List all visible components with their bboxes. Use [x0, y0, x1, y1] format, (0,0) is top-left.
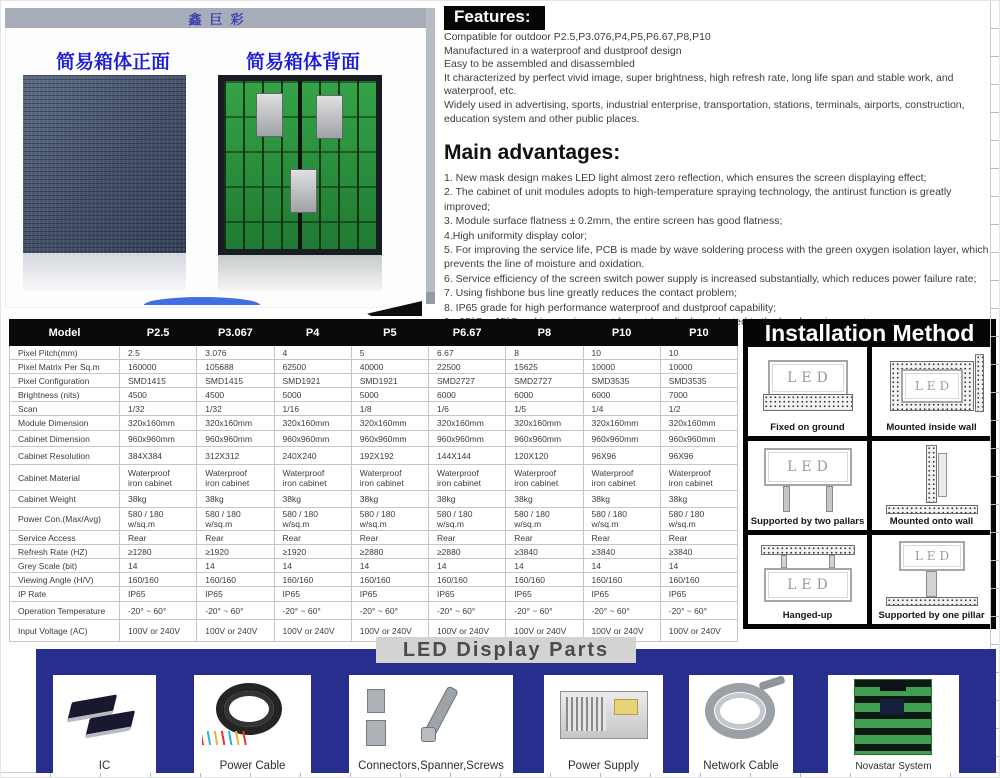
spec-cell: 1/5	[506, 402, 583, 416]
spec-cell: 100V or 240V	[274, 620, 351, 642]
spec-row-label: Cabinet Resolution	[10, 447, 120, 465]
spec-cell: SMD1921	[274, 374, 351, 388]
support-pillars	[783, 486, 833, 512]
spec-row-label: Pixel Pitch(mm)	[10, 346, 120, 360]
spec-cell: IP65	[660, 587, 737, 602]
spec-row	[10, 545, 738, 559]
spec-row-label: Grey Scale (bit)	[10, 559, 120, 573]
spec-table	[9, 319, 738, 642]
cabinet-front-reflection	[23, 253, 186, 291]
installation-label: Fixed on ground	[770, 422, 845, 433]
spec-cell: 14	[583, 559, 660, 573]
spec-cell: -20° ~ 60°	[197, 602, 274, 620]
spec-cell: 14	[120, 559, 197, 573]
spec-cell: SMD1415	[197, 374, 274, 388]
spec-cell: 14	[197, 559, 274, 573]
spec-cell: 960x960mm	[506, 431, 583, 447]
advantages-title: Main advantages:	[444, 141, 621, 164]
spec-row	[10, 587, 738, 602]
spec-cell: 580 / 180 w/sq.m	[660, 508, 737, 531]
spec-cell: -20° ~ 60°	[429, 602, 506, 620]
spec-cell: 2.5	[120, 346, 197, 360]
installation-diagram-ground	[749, 351, 866, 420]
spec-row-label: Cabinet Material	[10, 465, 120, 491]
installation-diagram-onto-wall	[873, 445, 990, 514]
advantage-item: 3. Module surface flatness ± 0.2mm, the entire screen has good flatness;	[444, 215, 783, 228]
spec-cell: 100V or 240V	[429, 620, 506, 642]
advantage-item: 6. Service efficiency of the screen switch power supply is increased substantially, which reduces power failure rate;	[444, 272, 977, 285]
installation-diagram-hanged	[749, 539, 866, 608]
spec-cell: 160000	[120, 360, 197, 374]
spec-row	[10, 508, 738, 531]
spec-cell: ≥1920	[274, 545, 351, 559]
installation-cell-one-pillar	[872, 535, 991, 624]
support-pillar	[926, 571, 937, 597]
ic-photo	[53, 675, 156, 760]
spec-cell: IP65	[583, 587, 660, 602]
part-label: Network Cable	[703, 760, 779, 772]
spec-cell: 5000	[274, 388, 351, 402]
spec-cell: 1/4	[583, 402, 660, 416]
spec-row-label: Operation Temperature	[10, 602, 120, 620]
spec-cell: 40000	[351, 360, 428, 374]
spec-cell: 62500	[274, 360, 351, 374]
led-sign: LED	[768, 360, 848, 396]
spec-cell: 6000	[429, 388, 506, 402]
spec-cell: ≥1280	[120, 545, 197, 559]
feature-line: Widely used in advertising, sports, industrial enterprise, transportation, stations, terminals, airports, construction, education system and other public places.	[444, 98, 965, 125]
spec-cell: 1/16	[274, 402, 351, 416]
part-label: IC	[98, 760, 111, 772]
spec-cell: 960x960mm	[660, 431, 737, 447]
spec-cell: 580 / 180 w/sq.m	[274, 508, 351, 531]
spec-row	[10, 465, 738, 491]
spec-cell: IP65	[120, 587, 197, 602]
ceiling-hatch	[761, 545, 855, 555]
spec-cell: 38kg	[506, 491, 583, 508]
spec-cell: 14	[429, 559, 506, 573]
spec-row	[10, 602, 738, 620]
spec-cell: 320x160mm	[660, 416, 737, 431]
spec-cell: Rear	[429, 531, 506, 545]
part-label: Connectors,Spanner,Screws	[358, 760, 504, 772]
spec-row-label: Brightness (nits)	[10, 388, 120, 402]
spec-cell: 100V or 240V	[351, 620, 428, 642]
installation-diagram-two-pillars	[749, 445, 866, 514]
spec-cell: 14	[274, 559, 351, 573]
spec-row-label: Service Access	[10, 531, 120, 545]
spec-cell: 10	[583, 346, 660, 360]
power-supply-box	[316, 95, 343, 139]
spec-cell: 10	[660, 346, 737, 360]
spec-cell: 320x160mm	[429, 416, 506, 431]
spec-cell: 580 / 180 w/sq.m	[120, 508, 197, 531]
spec-column-header: Model	[10, 320, 120, 346]
part-card-network-cable	[689, 675, 793, 773]
spec-cell: 14	[351, 559, 428, 573]
spec-cell: 580 / 180 w/sq.m	[197, 508, 274, 531]
led-sign: LED	[901, 369, 963, 403]
cabinet-front-label: 简易箱体正面	[55, 52, 170, 73]
spec-cell: Rear	[120, 531, 197, 545]
spec-cell: 160/160	[429, 573, 506, 587]
spec-row	[10, 447, 738, 465]
part-card-novastar	[828, 675, 959, 773]
cabinet-front-photo	[23, 75, 186, 253]
spec-cell: IP65	[197, 587, 274, 602]
spec-row	[10, 402, 738, 416]
spec-cell: SMD3535	[583, 374, 660, 388]
spec-cell: ≥2880	[351, 545, 428, 559]
feature-line: Manufactured in a waterproof and dustproof design	[444, 44, 682, 57]
spec-row-label: Pixel Configuration	[10, 374, 120, 388]
spec-cell: 4500	[197, 388, 274, 402]
spec-cell: IP65	[274, 587, 351, 602]
spec-cell: -20° ~ 60°	[274, 602, 351, 620]
led-sign: LED	[764, 568, 852, 602]
spec-cell: 320x160mm	[583, 416, 660, 431]
spec-cell: 1/8	[351, 402, 428, 416]
spec-cell: IP65	[429, 587, 506, 602]
spec-cell: 192X192	[351, 447, 428, 465]
installation-cell-ground	[748, 347, 867, 436]
spec-cell: 960x960mm	[583, 431, 660, 447]
spec-cell: IP65	[351, 587, 428, 602]
spec-cell: ≥3840	[660, 545, 737, 559]
spec-cell: Waterproof iron cabinet	[583, 465, 660, 491]
spec-cell: 320x160mm	[274, 416, 351, 431]
spec-row-label: Input Voltage (AC)	[10, 620, 120, 642]
spec-cell: 100V or 240V	[660, 620, 737, 642]
spec-cell: 312X312	[197, 447, 274, 465]
spec-row	[10, 360, 738, 374]
spec-cell: 160/160	[274, 573, 351, 587]
spec-cell: 38kg	[660, 491, 737, 508]
spec-cell: Rear	[351, 531, 428, 545]
spec-row	[10, 559, 738, 573]
spec-row	[10, 374, 738, 388]
spec-cell: 38kg	[197, 491, 274, 508]
ground-hatch	[763, 394, 853, 411]
spec-cell: 105688	[197, 360, 274, 374]
spec-cell: 100V or 240V	[506, 620, 583, 642]
installation-diagram-one-pillar	[873, 539, 990, 608]
spec-cell: Rear	[583, 531, 660, 545]
spec-cell: 3.076	[197, 346, 274, 360]
spec-cell: Waterproof iron cabinet	[197, 465, 274, 491]
installation-cell-inside-wall	[872, 347, 991, 436]
spec-column-header: P8	[506, 320, 583, 346]
spec-row	[10, 416, 738, 431]
spec-row	[10, 431, 738, 447]
spec-cell: 14	[660, 559, 737, 573]
led-sign: LED	[899, 541, 965, 571]
spec-cell: -20° ~ 60°	[583, 602, 660, 620]
part-card-power-cable	[194, 675, 311, 773]
spec-row-label: Power Con.(Max/Avg)	[10, 508, 120, 531]
spec-column-header: P2.5	[120, 320, 197, 346]
spec-cell: 960x960mm	[274, 431, 351, 447]
spec-column-header: P3.067	[197, 320, 274, 346]
spec-cell: 96X96	[583, 447, 660, 465]
installation-label: Mounted onto wall	[889, 516, 974, 527]
spec-column-header: P10	[583, 320, 660, 346]
spec-cell: 38kg	[120, 491, 197, 508]
spec-column-header: P5	[351, 320, 428, 346]
spec-cell: SMD2727	[429, 374, 506, 388]
mounted-panel	[938, 453, 947, 497]
led-sign: LED	[764, 448, 852, 486]
spec-row-label: IP Rate	[10, 587, 120, 602]
advantage-item: 1. New mask design makes LED light almost zero reflection, which ensures the screen displaying effect;	[444, 172, 927, 184]
power-supply-photo	[544, 675, 663, 760]
spec-cell: 96X96	[660, 447, 737, 465]
connectors-photo	[349, 675, 513, 760]
spec-cell: ≥3840	[583, 545, 660, 559]
spec-cell: 160/160	[660, 573, 737, 587]
spec-cell: Waterproof iron cabinet	[429, 465, 506, 491]
spec-cell: -20° ~ 60°	[660, 602, 737, 620]
spec-row-label: Viewing Angle (H/V)	[10, 573, 120, 587]
installation-label: Mounted inside wall	[886, 422, 977, 433]
wall-side-hatch	[975, 354, 984, 412]
installation-cell-hanged	[748, 535, 867, 624]
spec-cell: 580 / 180 w/sq.m	[429, 508, 506, 531]
spec-cell: 7000	[660, 388, 737, 402]
spec-cell: ≥3840	[506, 545, 583, 559]
spec-cell: 38kg	[351, 491, 428, 508]
spec-cell: 5	[351, 346, 428, 360]
panel-edge-shadow	[426, 8, 435, 304]
spec-header-row	[10, 320, 738, 346]
part-card-power-supply	[544, 675, 663, 773]
spec-cell: 10000	[660, 360, 737, 374]
spec-cell: 4	[274, 346, 351, 360]
spec-cell: 14	[506, 559, 583, 573]
spec-column-header: P4	[274, 320, 351, 346]
spec-cell: Rear	[274, 531, 351, 545]
spec-cell: 38kg	[583, 491, 660, 508]
spec-cell: -20° ~ 60°	[120, 602, 197, 620]
spec-row	[10, 491, 738, 508]
installation-label: Supported by two pallars	[750, 516, 865, 527]
feature-line: It characterized by perfect vivid image, super brightness, high refresh rate, long life span and stable work, and waterproof, etc.	[444, 71, 954, 98]
advantage-item: 4.High uniformity display color;	[444, 229, 587, 242]
spec-cell: ≥1920	[197, 545, 274, 559]
spec-cell: 1/6	[429, 402, 506, 416]
power-supply-box	[290, 169, 317, 213]
advantage-item: 2. The cabinet of unit modules adopts to high-temperature spraying technology, the antirust function is greatly improved;	[444, 186, 952, 213]
spec-cell: SMD1415	[120, 374, 197, 388]
spec-cell: 6000	[506, 388, 583, 402]
brand-bar	[5, 8, 435, 28]
spec-row-label: Cabinet Weight	[10, 491, 120, 508]
spec-row	[10, 388, 738, 402]
part-label: Power Cable	[219, 760, 286, 772]
spec-cell: Waterproof iron cabinet	[506, 465, 583, 491]
installation-cell-two-pillars	[748, 441, 867, 530]
spec-cell: 120X120	[506, 447, 583, 465]
advantage-item: 8. IP65 grade for high performance waterproof and dustproof capability;	[444, 301, 777, 314]
part-card-connectors	[349, 675, 513, 773]
spec-cell: 100V or 240V	[120, 620, 197, 642]
brand-name: 鑫巨彩	[188, 11, 252, 27]
cabinet-divider	[298, 81, 302, 249]
spec-cell: 6000	[583, 388, 660, 402]
feature-line: Compatible for outdoor P2.5,P3.076,P4,P5,P6.67,P8,P10	[444, 31, 711, 43]
floor-hatch	[886, 505, 978, 514]
spec-cell: Rear	[660, 531, 737, 545]
power-supply-box	[256, 93, 283, 137]
spec-cell: SMD2727	[506, 374, 583, 388]
spec-table-body	[10, 346, 738, 642]
cabinet-back-reflection	[218, 255, 382, 291]
spec-cell: 1/32	[120, 402, 197, 416]
installation-section	[743, 319, 996, 629]
spec-cell: 1/32	[197, 402, 274, 416]
features-title: Features:	[444, 6, 545, 30]
spec-cell: 8	[506, 346, 583, 360]
spec-cell: 320x160mm	[120, 416, 197, 431]
spec-cell: -20° ~ 60°	[351, 602, 428, 620]
network-cable-photo	[689, 675, 793, 760]
spec-cell: 22500	[429, 360, 506, 374]
floor-hatch	[886, 597, 978, 606]
spec-cell: 38kg	[429, 491, 506, 508]
part-card-ic	[53, 675, 156, 773]
advantages-list	[444, 171, 994, 329]
spec-cell: 384X384	[120, 447, 197, 465]
spec-cell: 4500	[120, 388, 197, 402]
installation-label: Supported by one pillar	[878, 610, 985, 621]
installation-grid	[743, 347, 996, 629]
spec-row	[10, 531, 738, 545]
cabinet-back-label: 简易箱体背面	[245, 52, 360, 73]
wall-hatch	[890, 361, 974, 411]
spec-cell: 160/160	[120, 573, 197, 587]
spec-cell: 38kg	[274, 491, 351, 508]
feature-line: Easy to be assembled and disassembled	[444, 58, 635, 71]
spec-cell: 960x960mm	[429, 431, 506, 447]
spec-cell: Rear	[197, 531, 274, 545]
spec-cell: 160/160	[197, 573, 274, 587]
spec-cell: SMD1921	[351, 374, 428, 388]
spec-row-label: Refresh Rate (HZ)	[10, 545, 120, 559]
wall-column-hatch	[926, 445, 937, 503]
spec-cell: 5000	[351, 388, 428, 402]
spec-cell: Waterproof iron cabinet	[120, 465, 197, 491]
spec-cell: 160/160	[583, 573, 660, 587]
parts-title: LED Display Parts	[376, 637, 636, 663]
spec-cell: Waterproof iron cabinet	[351, 465, 428, 491]
spec-row	[10, 346, 738, 360]
advantage-item: 5. For improving the service life, PCB is made by wave soldering process with the green oxygen isolation layer, which prevents the line of moisture and oxidation.	[444, 244, 989, 271]
novastar-photo	[828, 675, 959, 761]
part-label: Power Supply	[568, 760, 639, 772]
spec-cell: 960x960mm	[197, 431, 274, 447]
spec-cell: 960x960mm	[120, 431, 197, 447]
spec-cell: 160/160	[506, 573, 583, 587]
installation-diagram-inside-wall	[873, 351, 990, 420]
installation-cell-onto-wall	[872, 441, 991, 530]
advantage-item: 7. Using fishbone bus line greatly reduces the contact problem;	[444, 287, 738, 300]
cabinet-back-photo	[218, 75, 382, 255]
spec-row-label: Pixel Matrix Per Sq.m	[10, 360, 120, 374]
spec-row	[10, 573, 738, 587]
spec-cell: 580 / 180 w/sq.m	[583, 508, 660, 531]
spec-cell: Waterproof iron cabinet	[274, 465, 351, 491]
spec-cell: IP65	[506, 587, 583, 602]
spec-cell: 100V or 240V	[583, 620, 660, 642]
spec-cell: 580 / 180 w/sq.m	[506, 508, 583, 531]
spec-cell: 144X144	[429, 447, 506, 465]
spec-cell: -20° ~ 60°	[506, 602, 583, 620]
spec-cell: 1/2	[660, 402, 737, 416]
hanging-rods	[781, 555, 835, 568]
features-list	[444, 31, 991, 126]
spec-cell: 320x160mm	[351, 416, 428, 431]
spec-cell: Waterproof iron cabinet	[660, 465, 737, 491]
spec-column-header: P10	[660, 320, 737, 346]
spec-cell: ≥2880	[429, 545, 506, 559]
spec-cell: SMD3535	[660, 374, 737, 388]
spec-cell: 320x160mm	[506, 416, 583, 431]
installation-label: Hanged-up	[782, 610, 833, 621]
spec-cell: 320x160mm	[197, 416, 274, 431]
spec-row-label: Scan	[10, 402, 120, 416]
part-label: Novastar System	[855, 761, 932, 772]
spec-cell: 100V or 240V	[197, 620, 274, 642]
spec-cell: 240X240	[274, 447, 351, 465]
spec-cell: 960x960mm	[351, 431, 428, 447]
spec-cell: 580 / 180 w/sq.m	[351, 508, 428, 531]
spec-column-header: P6.67	[429, 320, 506, 346]
spec-cell: 10000	[583, 360, 660, 374]
spec-table-section	[9, 319, 738, 642]
spec-cell: 160/160	[351, 573, 428, 587]
power-cable-photo	[194, 675, 311, 760]
spec-row-label: Module Dimension	[10, 416, 120, 431]
spec-cell: Rear	[506, 531, 583, 545]
installation-title: Installation Method	[764, 319, 975, 346]
spec-cell: 6.67	[429, 346, 506, 360]
spec-row-label: Cabinet Dimension	[10, 431, 120, 447]
spec-cell: 15625	[506, 360, 583, 374]
